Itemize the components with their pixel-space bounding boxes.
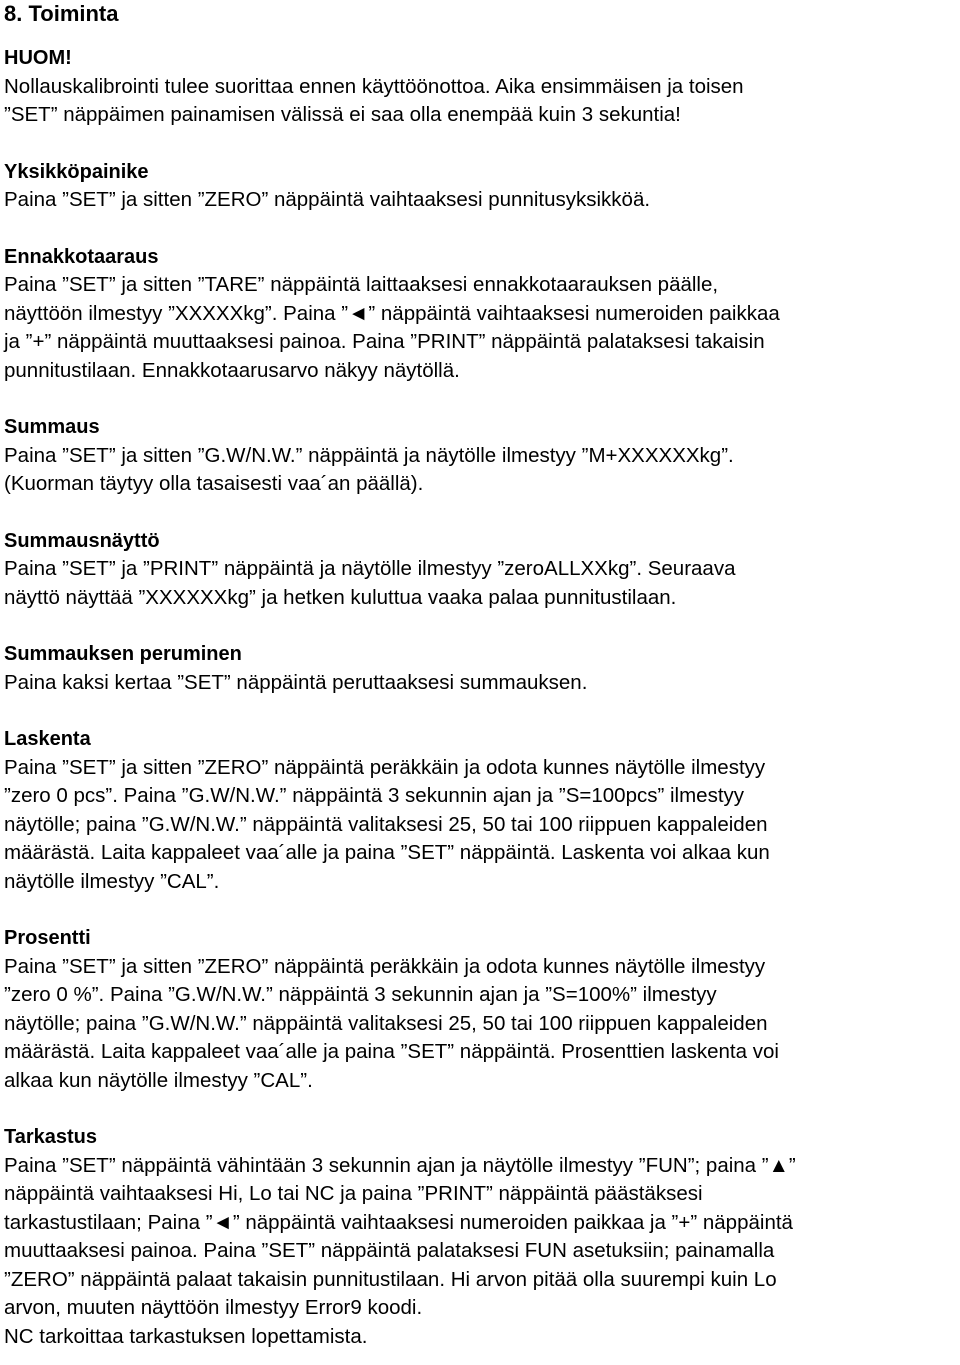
section-summauksen-peruminen	[4, 640, 956, 697]
body-line: arvon, muuten näyttöön ilmestyy Error9 koodi.	[4, 1296, 423, 1319]
section-tarkastus	[4, 1123, 956, 1351]
section-yksikkopainike	[4, 158, 956, 215]
section-ennakkotaaraus	[4, 243, 956, 386]
body-line: NC tarkoittaa tarkastuksen lopettamista.	[4, 1324, 368, 1348]
body-line: Paina ”SET” ja ”PRINT” näppäintä ja näytölle ilmestyy ”zeroALLXXkg”. Seuraava	[4, 557, 736, 580]
body-line: ”SET” näppäimen painamisen välissä ei saa olla enempää kuin 3 sekuntia!	[4, 103, 681, 126]
body-line: Paina kaksi kertaa ”SET” näppäintä peruttaaksesi summauksen.	[4, 670, 588, 694]
body-line: ”zero 0 pcs”. Paina ”G.W/N.W.” näppäintä 3 sekunnin ajan ja ”S=100pcs” ilmestyy	[4, 784, 745, 807]
body-line: muuttaaksesi painoa. Paina ”SET” näppäintä palataksesi FUN asetuksiin; painamalla	[4, 1239, 775, 1262]
body-line: Paina ”SET” ja sitten ”ZERO” näppäintä vaihtaaksesi punnitusyksikköä.	[4, 188, 651, 211]
section-huom	[4, 44, 956, 130]
body-line: ”ZERO” näppäintä palaat takaisin punnitustilaan. Hi arvon pitää olla suurempi kuin Lo	[4, 1267, 777, 1291]
body-line: Paina ”SET” ja sitten ”ZERO” näppäintä peräkkäin ja odota kunnes näytölle ilmestyy	[4, 755, 766, 779]
body-line: (Kuorman täytyy olla tasaisesti vaa´an päällä).	[4, 472, 424, 495]
body-line: näytölle ilmestyy ”CAL”.	[4, 869, 220, 893]
section-laskenta	[4, 725, 956, 896]
section-title-tarkastus: Tarkastus	[4, 1126, 98, 1148]
manual-page	[4, 0, 956, 1351]
body-line: Paina ”SET” ja sitten ”G.W/N.W.” näppäintä ja näytölle ilmestyy ”M+XXXXXXkg”.	[4, 443, 734, 467]
page-heading: 8. Toiminta	[4, 1, 119, 26]
section-title-summauksen-peruminen: Summauksen peruminen	[4, 643, 242, 665]
section-title-huom: HUOM!	[4, 47, 72, 69]
body-line: näytölle; paina ”G.W/N.W.” näppäintä valitaksesi 25, 50 tai 100 riippuen kappaleiden	[4, 1011, 768, 1035]
body-line: Paina ”SET” ja sitten ”TARE” näppäintä laittaaksesi ennakkotaarauksen päälle,	[4, 273, 719, 296]
body-line: Paina ”SET” näppäintä vähintään 3 sekunnin ajan ja näytölle ilmestyy ”FUN”; paina ”▲”	[4, 1153, 796, 1177]
body-line: näyttö näyttää ”XXXXXXkg” ja hetken kuluttua vaaka palaa punnitustilaan.	[4, 585, 677, 609]
body-line: näppäintä vaihtaaksesi Hi, Lo tai NC ja paina ”PRINT” näppäintä päästäksesi	[4, 1182, 703, 1205]
body-line: alkaa kun näytölle ilmestyy ”CAL”.	[4, 1068, 313, 1092]
section-summaus	[4, 413, 956, 499]
body-line: Paina ”SET” ja sitten ”ZERO” näppäintä peräkkäin ja odota kunnes näytölle ilmestyy	[4, 954, 766, 978]
section-title-prosentti: Prosentti	[4, 927, 91, 949]
body-line: Nollauskalibrointi tulee suorittaa ennen käyttöönottoa. Aika ensimmäisen ja toisen	[4, 74, 744, 98]
body-line: ”zero 0 %”. Paina ”G.W/N.W.” näppäintä 3 sekunnin ajan ja ”S=100%” ilmestyy	[4, 983, 717, 1006]
section-title-summausnaytto: Summausnäyttö	[4, 529, 160, 552]
body-line: tarkastustilaan; Paina ”◄” näppäintä vaihtaaksesi numeroiden paikkaa ja ”+” näppäintä	[4, 1210, 793, 1234]
section-title-yksikkopainike: Yksikköpainike	[4, 160, 149, 183]
section-title-summaus: Summaus	[4, 416, 100, 438]
section-title-ennakkotaaraus: Ennakkotaaraus	[4, 245, 159, 268]
body-line: näytölle; paina ”G.W/N.W.” näppäintä valitaksesi 25, 50 tai 100 riippuen kappaleiden	[4, 812, 768, 836]
body-line: ja ”+” näppäintä muuttaaksesi painoa. Paina ”PRINT” näppäintä palataksesi takaisin	[4, 330, 765, 353]
section-prosentti	[4, 924, 956, 1095]
section-title-laskenta: Laskenta	[4, 728, 91, 750]
section-summausnaytto	[4, 527, 956, 613]
body-line: määrästä. Laita kappaleet vaa´alle ja paina ”SET” näppäintä. Laskenta voi alkaa kun	[4, 841, 770, 864]
body-line: määrästä. Laita kappaleet vaa´alle ja paina ”SET” näppäintä. Prosenttien laskenta voi	[4, 1040, 779, 1063]
body-line: näyttöön ilmestyy ”XXXXXkg”. Paina ”◄” näppäintä vaihtaaksesi numeroiden paikkaa	[4, 301, 780, 325]
body-line: punnitustilaan. Ennakkotaarusarvo näkyy näytöllä.	[4, 358, 460, 382]
